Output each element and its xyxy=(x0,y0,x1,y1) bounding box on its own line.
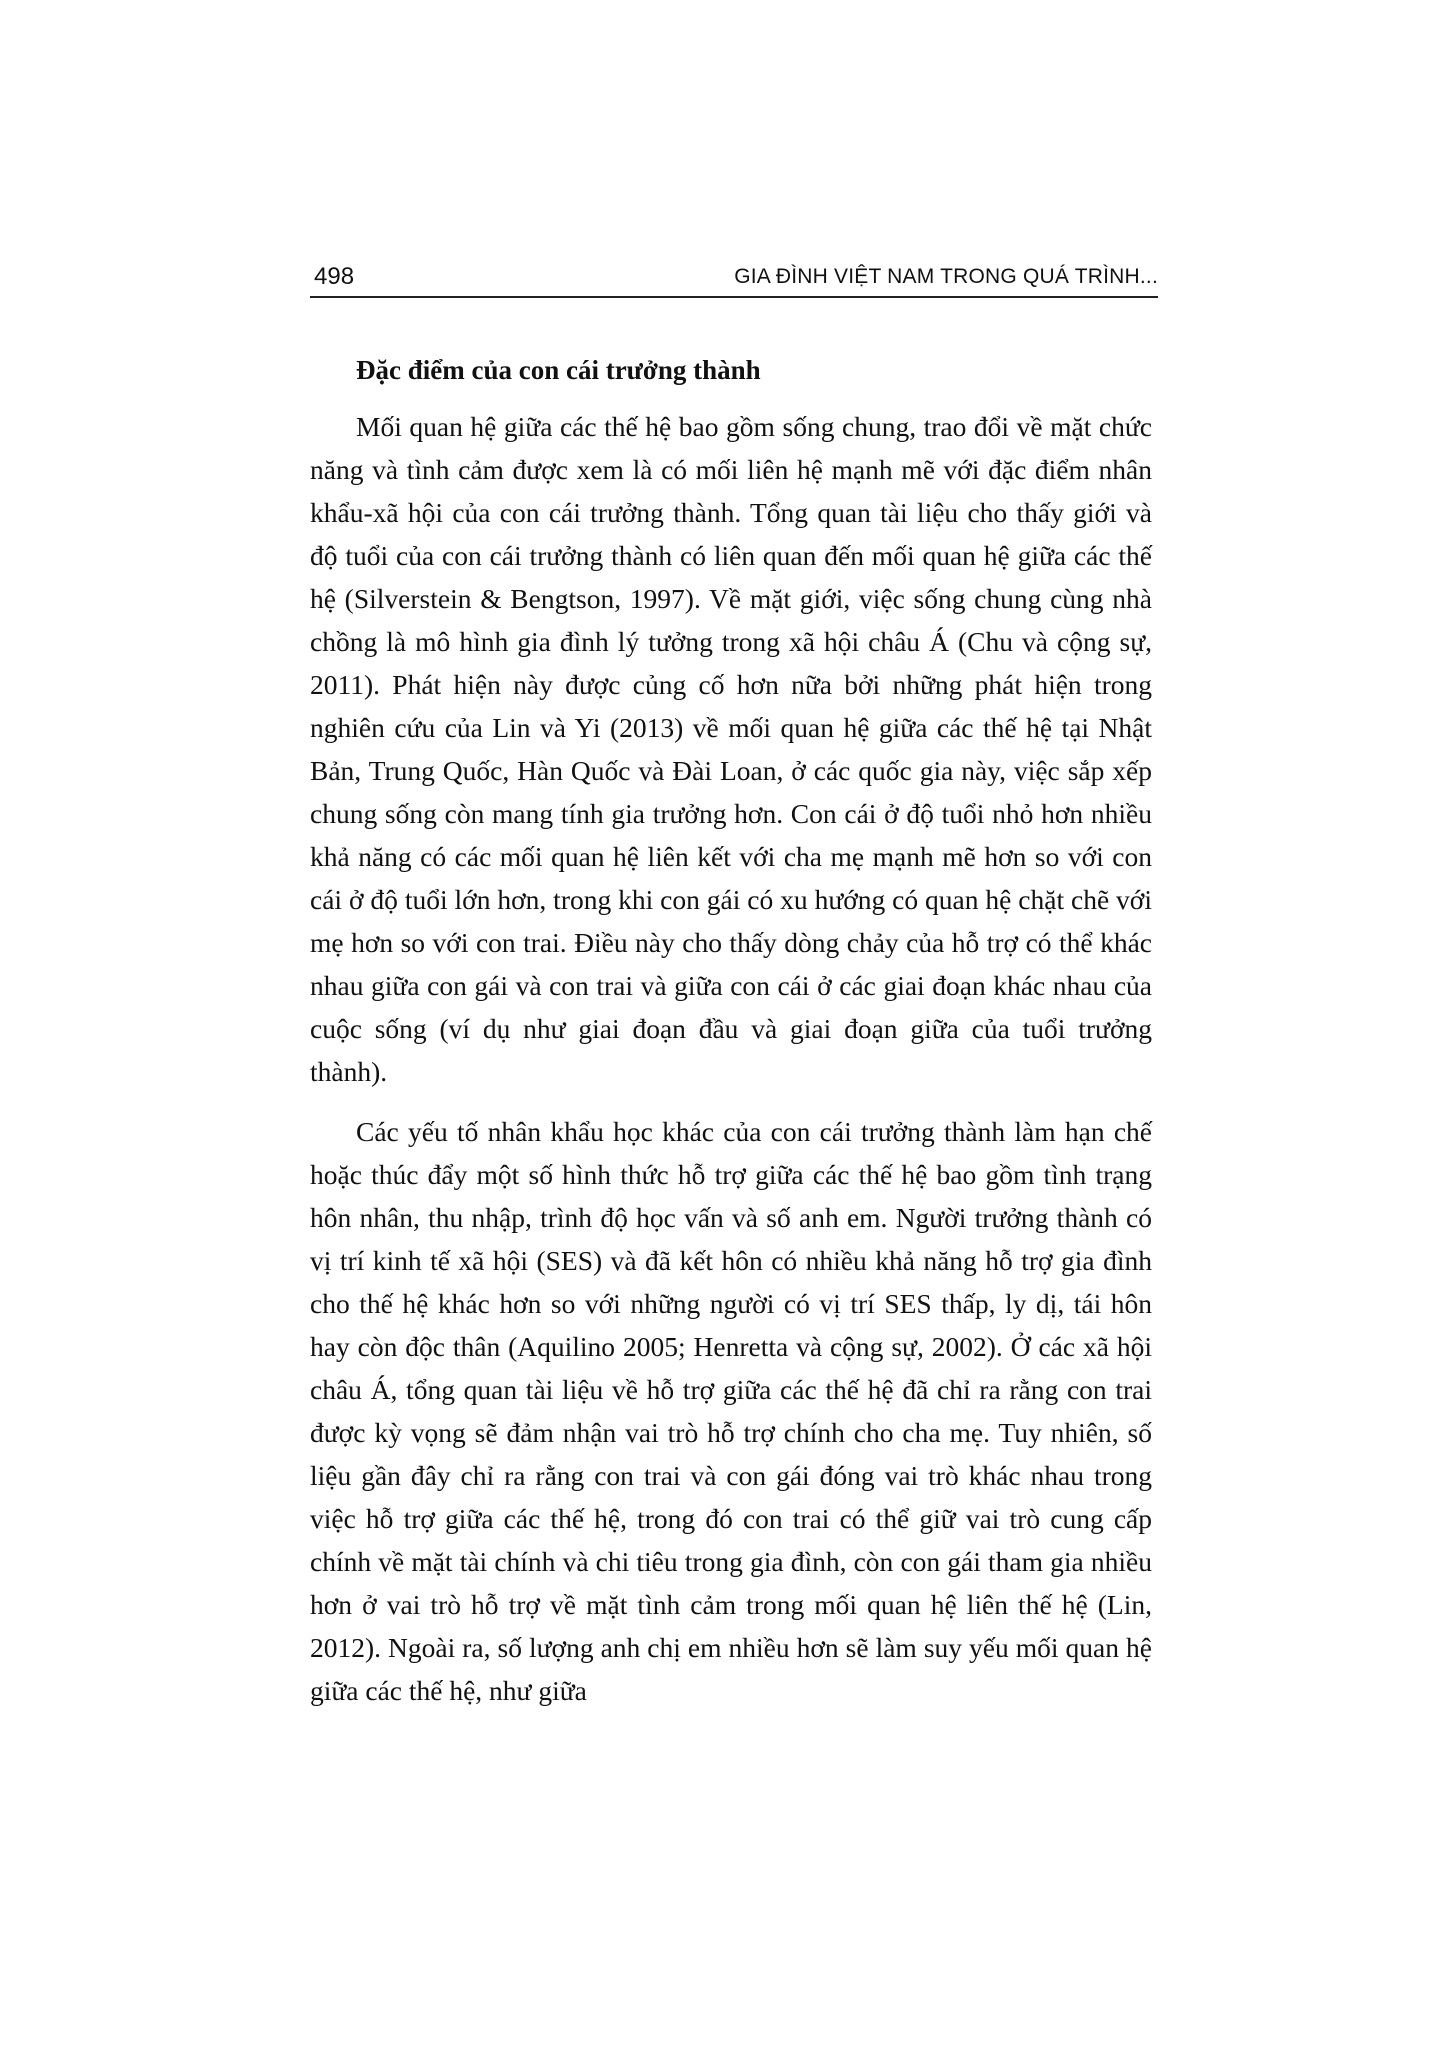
running-header xyxy=(310,262,1158,298)
body-text xyxy=(310,405,1152,1729)
page-number: 498 xyxy=(314,263,355,290)
paragraph: Mối quan hệ giữa các thế hệ bao gồm sống chung, trao đổi về mặt chức năng và tình cảm được xem là có mối liên hệ mạnh mẽ với đặc điểm nhân khẩu-xã hội của con cái trưởng thành. Tổng quan tài liệu cho thấy giới và độ tuổi của con cái trưởng thành có liên quan đến mối quan hệ giữa các thế hệ (Silverstein & Bengtson, 1997). Về mặt giới, việc sống chung cùng nhà chồng là mô hình gia đình lý tưởng trong xã hội châu Á (Chu và cộng sự, 2011). Phát hiện này được củng cố hơn nữa bởi những phát hiện trong nghiên cứu của Lin và Yi (2013) về mối quan hệ giữa các thế hệ tại Nhật Bản, Trung Quốc, Hàn Quốc và Đài Loan, ở các quốc gia này, việc sắp xếp chung sống còn mang tính gia trưởng hơn. Con cái ở độ tuổi nhỏ hơn nhiều khả năng có các mối quan hệ liên kết với cha mẹ mạnh mẽ hơn so với con cái ở độ tuổi lớn hơn, trong khi con gái có xu hướng có quan hệ chặt chẽ với mẹ hơn so với con trai. Điều này cho thấy dòng chảy của hỗ trợ có thể khác nhau giữa con gái và con trai và giữa con cái ở các giai đoạn khác nhau của cuộc sống (ví dụ như giai đoạn đầu và giai đoạn giữa của tuổi trưởng thành). xyxy=(310,411,1152,1087)
paragraph: Các yếu tố nhân khẩu học khác của con cái trưởng thành làm hạn chế hoặc thúc đẩy một số hình thức hỗ trợ giữa các thế hệ bao gồm tình trạng hôn nhân, thu nhập, trình độ học vấn và số anh em. Người trưởng thành có vị trí kinh tế xã hội (SES) và đã kết hôn có nhiều khả năng hỗ trợ gia đình cho thế hệ khác hơn so với những người có vị trí SES thấp, ly dị, tái hôn hay còn độc thân (Aquilino 2005; Henretta và cộng sự, 2002). Ở các xã hội châu Á, tổng quan tài liệu về hỗ trợ giữa các thế hệ đã chỉ ra rằng con trai được kỳ vọng sẽ đảm nhận vai trò hỗ trợ chính cho cha mẹ. Tuy nhiên, số liệu gần đây chỉ ra rằng con trai và con gái đóng vai trò khác nhau trong việc hỗ trợ giữa các thế hệ, trong đó con trai có thể giữ vai trò cung cấp chính về mặt tài chính và chi tiêu trong gia đình, còn con gái tham gia nhiều hơn ở vai trò hỗ trợ về mặt tình cảm trong mối quan hệ liên thế hệ (Lin, 2012). Ngoài ra, số lượng anh chị em nhiều hơn sẽ làm suy yếu mối quan hệ giữa các thế hệ, như giữa xyxy=(310,1116,1152,1706)
running-title: GIA ĐÌNH VIỆT NAM TRONG QUÁ TRÌNH... xyxy=(734,265,1158,288)
section-heading: Đặc điểm của con cái trưởng thành xyxy=(356,355,761,385)
